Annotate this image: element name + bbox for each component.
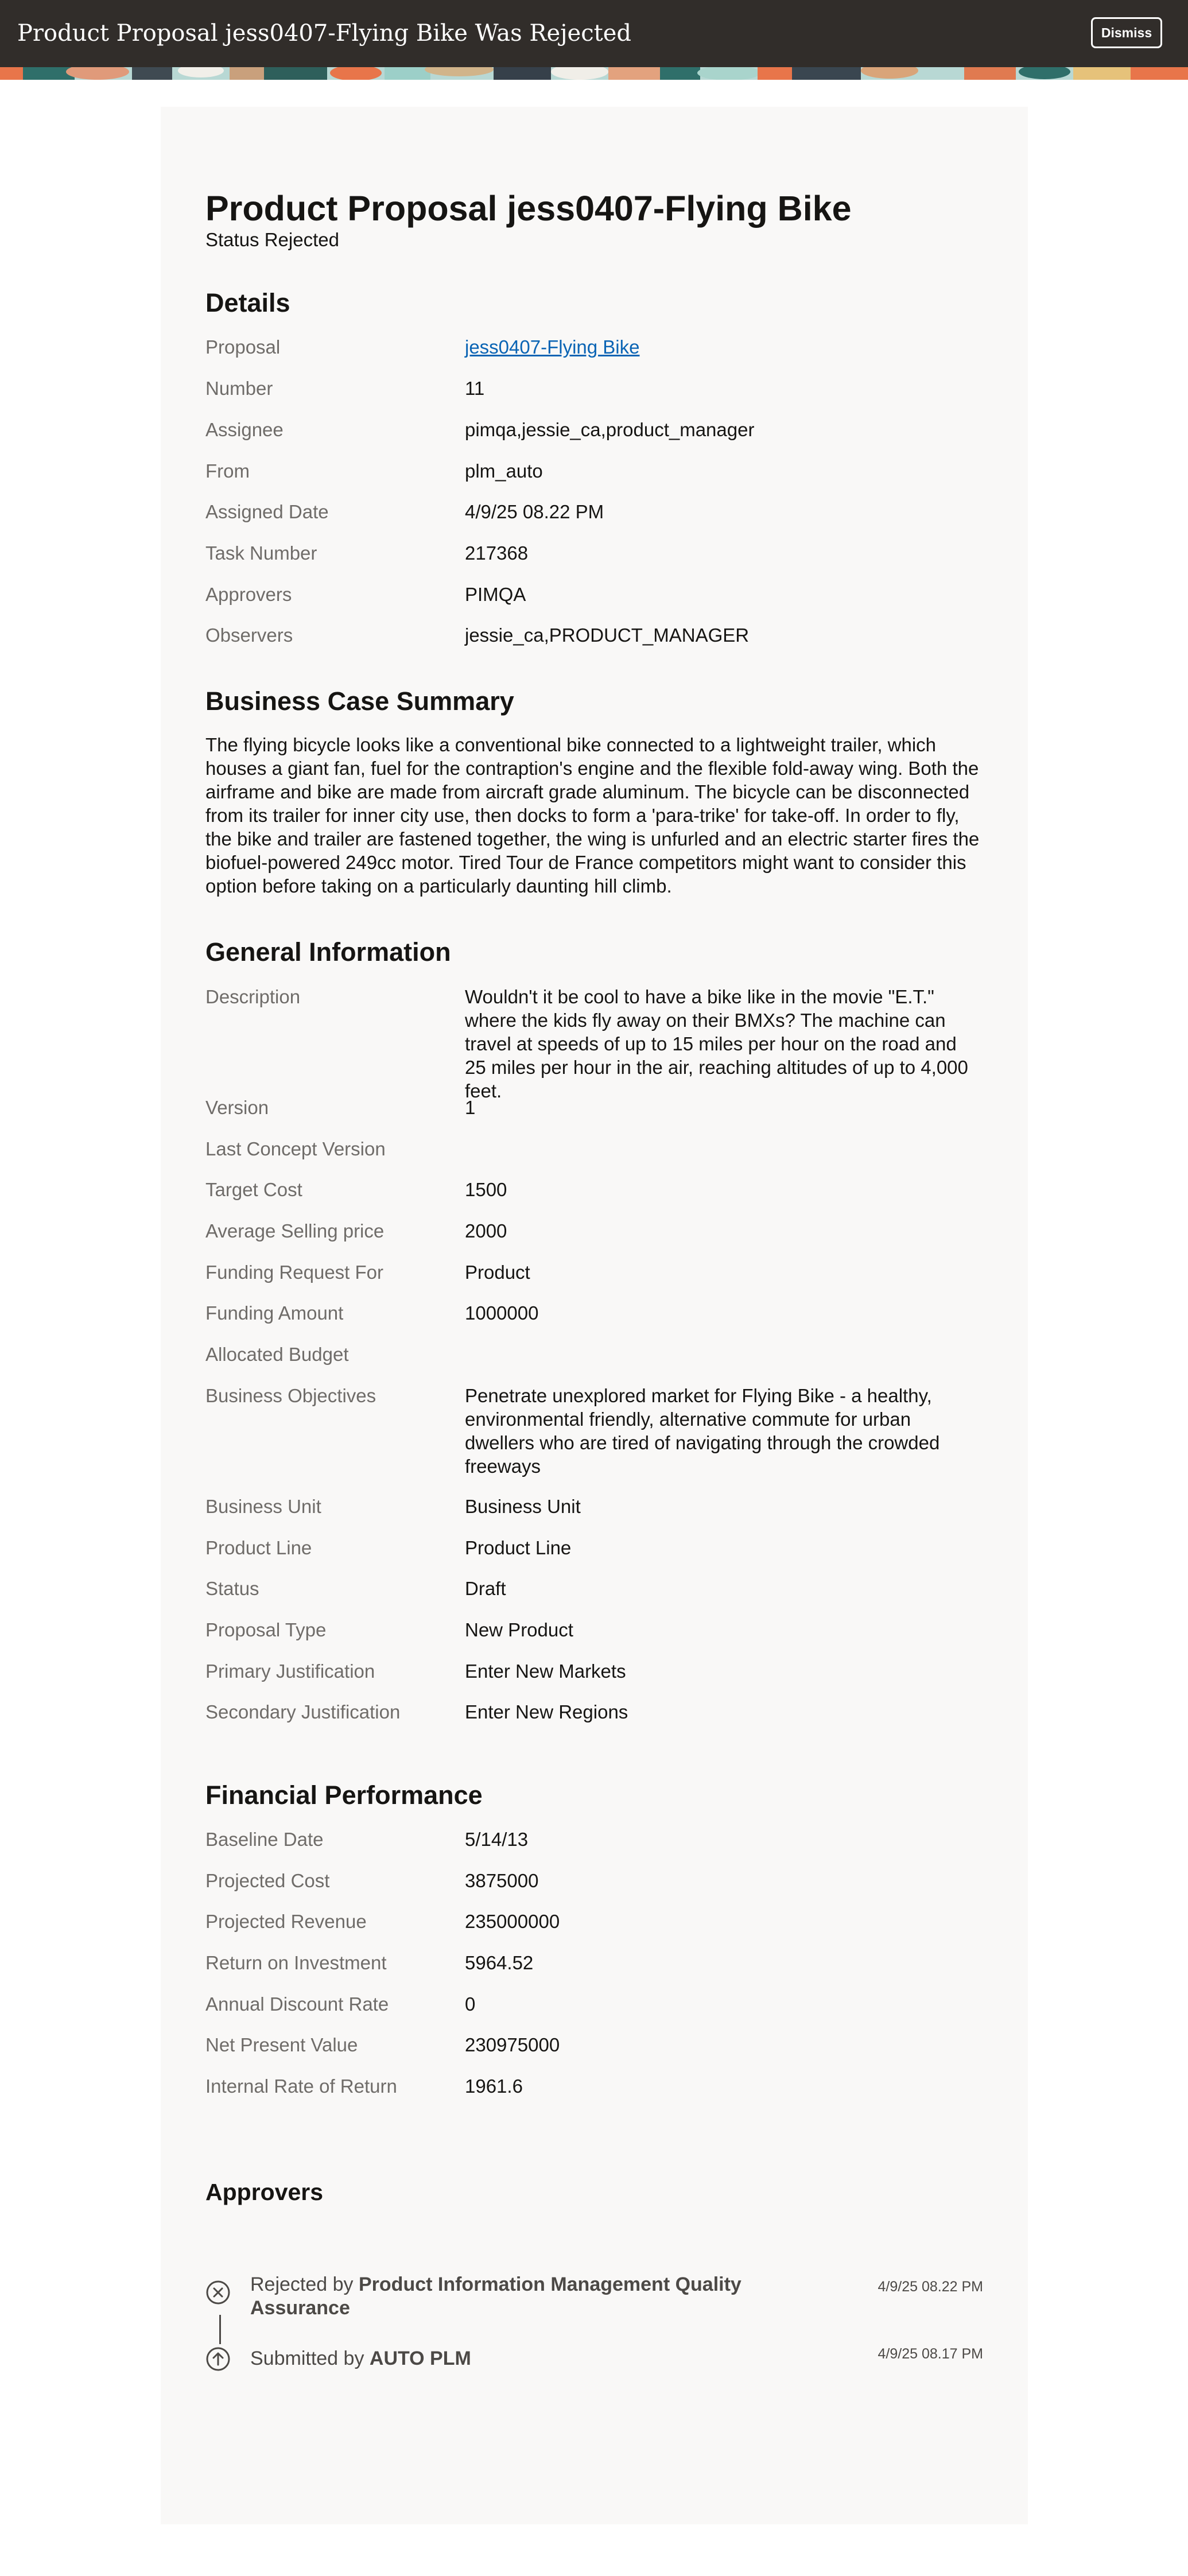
field-label-secondary-justification: Secondary Justification xyxy=(205,1701,401,1722)
field-label-target-cost: Target Cost xyxy=(205,1179,302,1200)
field-value-annual-discount-rate: 0 xyxy=(465,1993,476,2015)
field-value-funding-amount: 1000000 xyxy=(465,1302,539,1324)
history-connector-line xyxy=(219,2315,221,2344)
field-value-product-line: Product Line xyxy=(465,1537,572,1558)
field-label-projected-revenue: Projected Revenue xyxy=(205,1911,367,1932)
page-title: Product Proposal jess0407-Flying Bike xyxy=(205,189,852,228)
notification-card xyxy=(161,107,1028,2524)
field-value-assigned-date: 4/9/25 08.22 PM xyxy=(465,501,604,522)
status-line: Status Rejected xyxy=(205,229,339,250)
field-value-description: Wouldn't it be cool to have a bike like in the movie "E.T." where the kids fly away on their BMXs? The machine can travel at speeds of up to 15 miles per hour on the road and 25 miles per hour in the air, reaching altitudes of up to 4,000 feet. xyxy=(465,986,968,1101)
field-value-projected-revenue: 235000000 xyxy=(465,1911,560,1932)
field-value-observers: jessie_ca,PRODUCT_MANAGER xyxy=(465,624,750,646)
history-time-submitted: 4/9/25 08.17 PM xyxy=(878,2346,983,2362)
field-value-baseline-date: 5/14/13 xyxy=(465,1829,529,1850)
decorative-banner xyxy=(0,67,1188,80)
field-value-net-present-value: 230975000 xyxy=(465,2034,560,2055)
field-label-assignee: Assignee xyxy=(205,419,284,440)
history-prefix: Rejected by xyxy=(250,2274,359,2295)
field-label-projected-cost: Projected Cost xyxy=(205,1870,330,1891)
field-value-business-unit: Business Unit xyxy=(465,1496,581,1517)
field-value-average-selling-price: 2000 xyxy=(465,1220,507,1242)
field-label-business-unit: Business Unit xyxy=(205,1496,321,1517)
history-entry-rejected xyxy=(250,2273,767,2320)
notification-header xyxy=(0,0,1188,67)
approvers-heading: Approvers xyxy=(205,2179,324,2205)
field-value-secondary-justification: Enter New Regions xyxy=(465,1701,628,1722)
field-label-baseline-date: Baseline Date xyxy=(205,1829,324,1850)
field-label-return-on-investment: Return on Investment xyxy=(205,1952,387,1973)
field-label-version: Version xyxy=(205,1097,269,1118)
history-actor: AUTO PLM xyxy=(369,2348,471,2369)
notification-title: Product Proposal jess0407-Flying Bike Was Rejected xyxy=(17,20,631,46)
field-value-assignee: pimqa,jessie_ca,product_manager xyxy=(465,419,755,440)
business-case-heading: Business Case Summary xyxy=(205,686,514,716)
field-label-net-present-value: Net Present Value xyxy=(205,2034,358,2055)
field-value-number: 11 xyxy=(465,378,485,399)
field-value-target-cost: 1500 xyxy=(465,1179,507,1200)
field-label-funding-request-for: Funding Request For xyxy=(205,1262,384,1283)
history-entry-submitted xyxy=(250,2347,767,2371)
general-info-heading: General Information xyxy=(205,937,451,967)
history-prefix: Submitted by xyxy=(250,2348,370,2369)
field-label-assigned-date: Assigned Date xyxy=(205,501,329,522)
field-value-internal-rate-of-return: 1961.6 xyxy=(465,2075,523,2097)
field-label-approvers: Approvers xyxy=(205,584,292,605)
financial-heading: Financial Performance xyxy=(205,1780,483,1810)
field-value-return-on-investment: 5964.52 xyxy=(465,1952,534,1973)
field-label-product-line: Product Line xyxy=(205,1537,312,1558)
submitted-circle-arrow-up-icon xyxy=(205,2346,231,2372)
business-case-text: The flying bicycle looks like a conventional bike connected to a lightweight trailer, which houses a giant fan, fuel for the contraption's engine and the flexible fold-away wing. Both the airframe and bike are made from aircraft grade aluminum. The bicycle can be disconnected from its trailer for inner city use, then docks to form a 'para-trike' for take-off. In order to fly, the bike and trailer are fastened together, the wing is unfurled and an electric starter fires the biofuel-powered 249cc motor. Tired Tour de France competitors might want to consider this option before taking on a particularly daunting hill climb. xyxy=(205,734,980,897)
field-label-primary-justification: Primary Justification xyxy=(205,1661,375,1682)
history-time-rejected: 4/9/25 08.22 PM xyxy=(878,2279,983,2295)
field-value-projected-cost: 3875000 xyxy=(465,1870,539,1891)
field-label-last-concept-version: Last Concept Version xyxy=(205,1138,386,1159)
field-value-version: 1 xyxy=(465,1097,476,1118)
field-label-proposal: Proposal xyxy=(205,336,281,358)
field-label-task-number: Task Number xyxy=(205,542,317,564)
field-value-funding-request-for: Product xyxy=(465,1262,530,1283)
field-label-status: Status xyxy=(205,1578,259,1599)
field-value-status: Draft xyxy=(465,1578,506,1599)
field-label-average-selling-price: Average Selling price xyxy=(205,1220,385,1242)
field-value-approvers: PIMQA xyxy=(465,584,526,605)
field-label-business-objectives: Business Objectives xyxy=(205,1385,376,1406)
field-label-observers: Observers xyxy=(205,624,293,646)
dismiss-button[interactable]: Dismiss xyxy=(1091,17,1162,48)
rejected-circle-x-icon xyxy=(205,2280,231,2305)
details-heading: Details xyxy=(205,288,290,317)
field-label-internal-rate-of-return: Internal Rate of Return xyxy=(205,2075,397,2097)
history-actor: Product Information Management Quality Assurance xyxy=(250,2274,741,2319)
field-value-from: plm_auto xyxy=(465,460,543,482)
field-label-description: Description xyxy=(205,986,301,1007)
field-value-business-objectives: Penetrate unexplored market for Flying Bike - a healthy, environmental friendly, alternative commute for urban dwellers who are tired of navigating through the crowded freeways xyxy=(465,1385,940,1477)
field-value-primary-justification: Enter New Markets xyxy=(465,1661,626,1682)
field-label-number: Number xyxy=(205,378,273,399)
field-label-annual-discount-rate: Annual Discount Rate xyxy=(205,1993,389,2015)
proposal-link[interactable]: jess0407-Flying Bike xyxy=(465,336,640,358)
field-value-task-number: 217368 xyxy=(465,542,529,564)
field-label-funding-amount: Funding Amount xyxy=(205,1302,344,1324)
field-label-proposal-type: Proposal Type xyxy=(205,1619,327,1640)
field-label-from: From xyxy=(205,460,250,482)
field-label-allocated-budget: Allocated Budget xyxy=(205,1344,349,1365)
field-value-proposal-type: New Product xyxy=(465,1619,573,1640)
